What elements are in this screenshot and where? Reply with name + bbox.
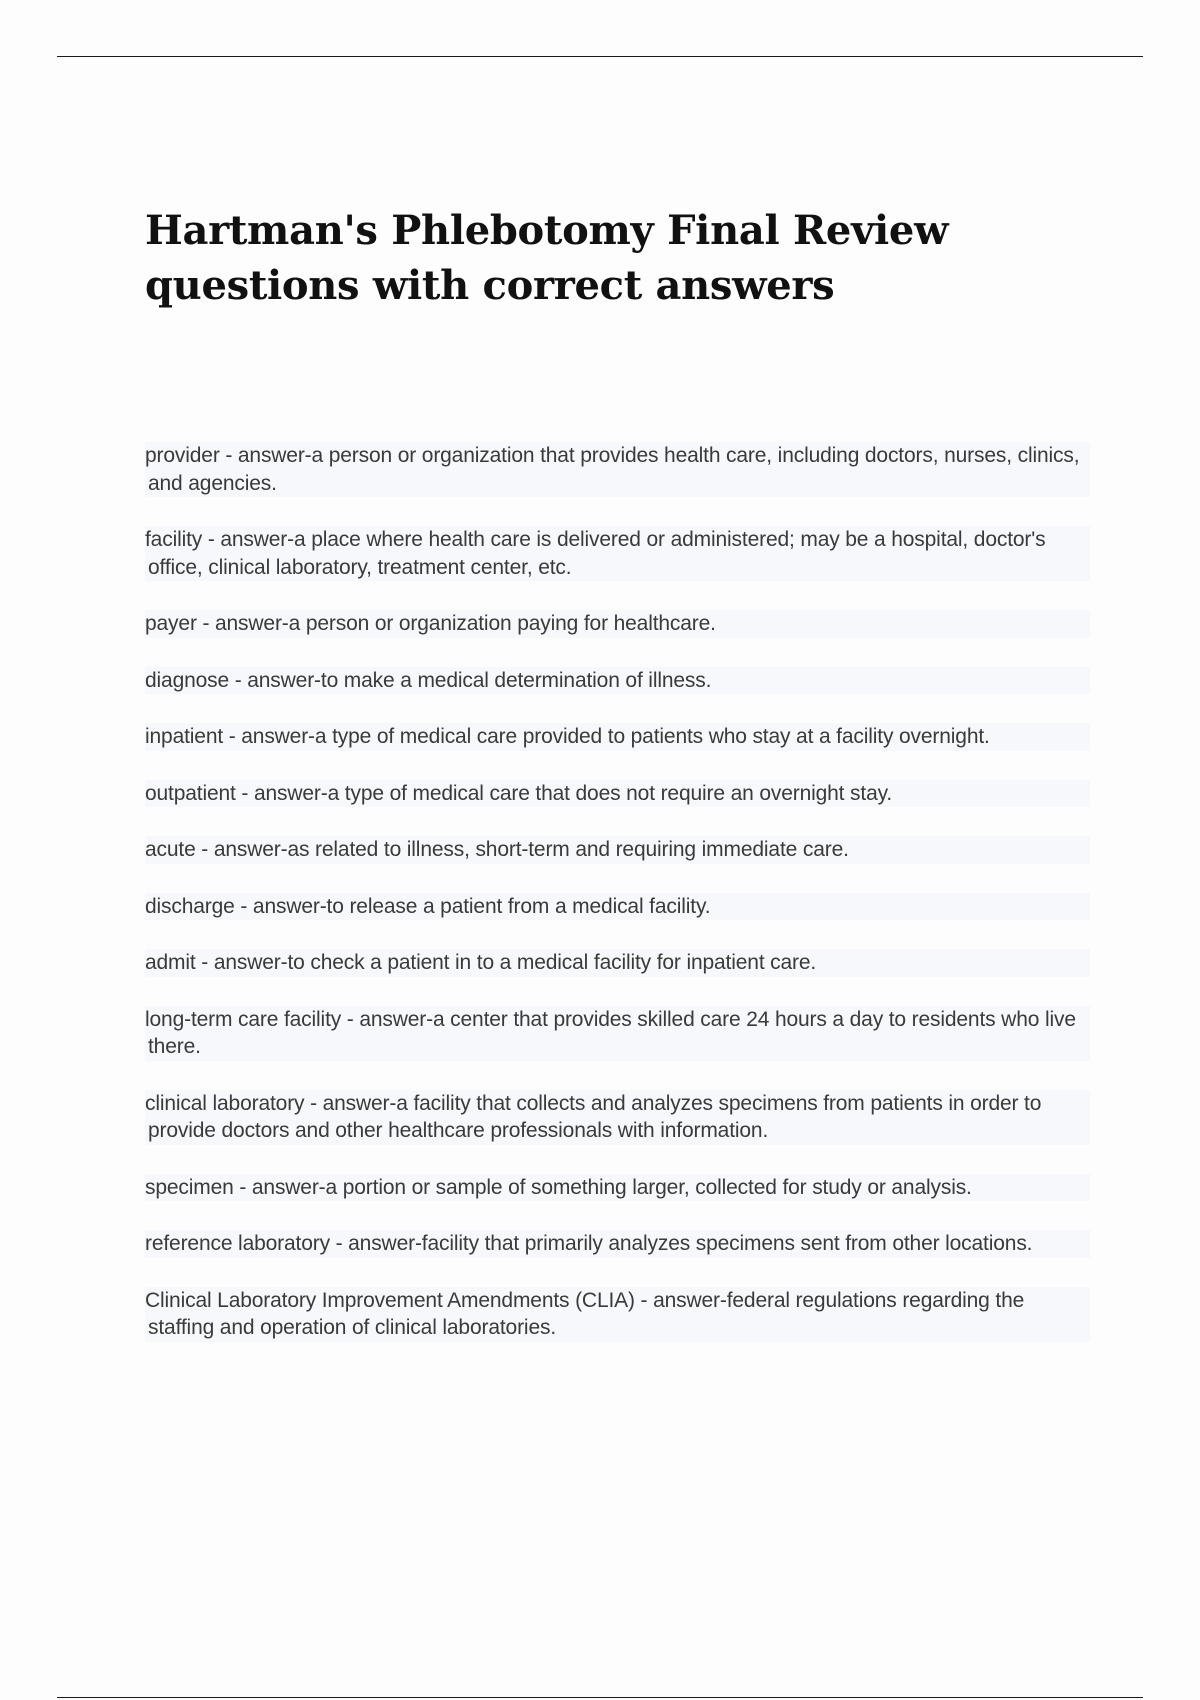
qa-entry-payer: payer - answer-a person or organization paying for healthcare. bbox=[145, 610, 1090, 638]
qa-list bbox=[145, 442, 1090, 1371]
qa-entry-diagnose: diagnose - answer-to make a medical determination of illness. bbox=[145, 667, 1090, 695]
qa-entry-acute: acute - answer-as related to illness, short-term and requiring immediate care. bbox=[145, 836, 1090, 864]
qa-entry-admit: admit - answer-to check a patient in to a medical facility for inpatient care. bbox=[145, 949, 1090, 977]
qa-entry-specimen: specimen - answer-a portion or sample of something larger, collected for study or analysis. bbox=[145, 1174, 1090, 1202]
document-title: Hartman's Phlebotomy Final Review questions with correct answers bbox=[145, 207, 949, 309]
top-divider bbox=[57, 56, 1143, 57]
qa-entry-discharge: discharge - answer-to release a patient from a medical facility. bbox=[145, 893, 1090, 921]
qa-entry-provider: provider - answer-a person or organization that provides health care, including doctors, nurses, clinics, and agencies. bbox=[145, 442, 1090, 497]
qa-entry-inpatient: inpatient - answer-a type of medical care provided to patients who stay at a facility overnight. bbox=[145, 723, 1090, 751]
qa-entry-outpatient: outpatient - answer-a type of medical care that does not require an overnight stay. bbox=[145, 780, 1090, 808]
bottom-divider bbox=[57, 1697, 1143, 1698]
qa-entry-facility: facility - answer-a place where health care is delivered or administered; may be a hospital, doctor's office, clinical laboratory, treatment center, etc. bbox=[145, 526, 1090, 581]
qa-entry-clia: Clinical Laboratory Improvement Amendments (CLIA) - answer-federal regulations regarding the staffing and operation of clinical laboratories. bbox=[145, 1287, 1090, 1342]
qa-entry-long-term-care-facility: long-term care facility - answer-a center that provides skilled care 24 hours a day to residents who live there. bbox=[145, 1006, 1090, 1061]
qa-entry-clinical-laboratory: clinical laboratory - answer-a facility that collects and analyzes specimens from patients in order to provide doctors and other healthcare professionals with information. bbox=[145, 1090, 1090, 1145]
qa-entry-reference-laboratory: reference laboratory - answer-facility that primarily analyzes specimens sent from other locations. bbox=[145, 1230, 1090, 1258]
